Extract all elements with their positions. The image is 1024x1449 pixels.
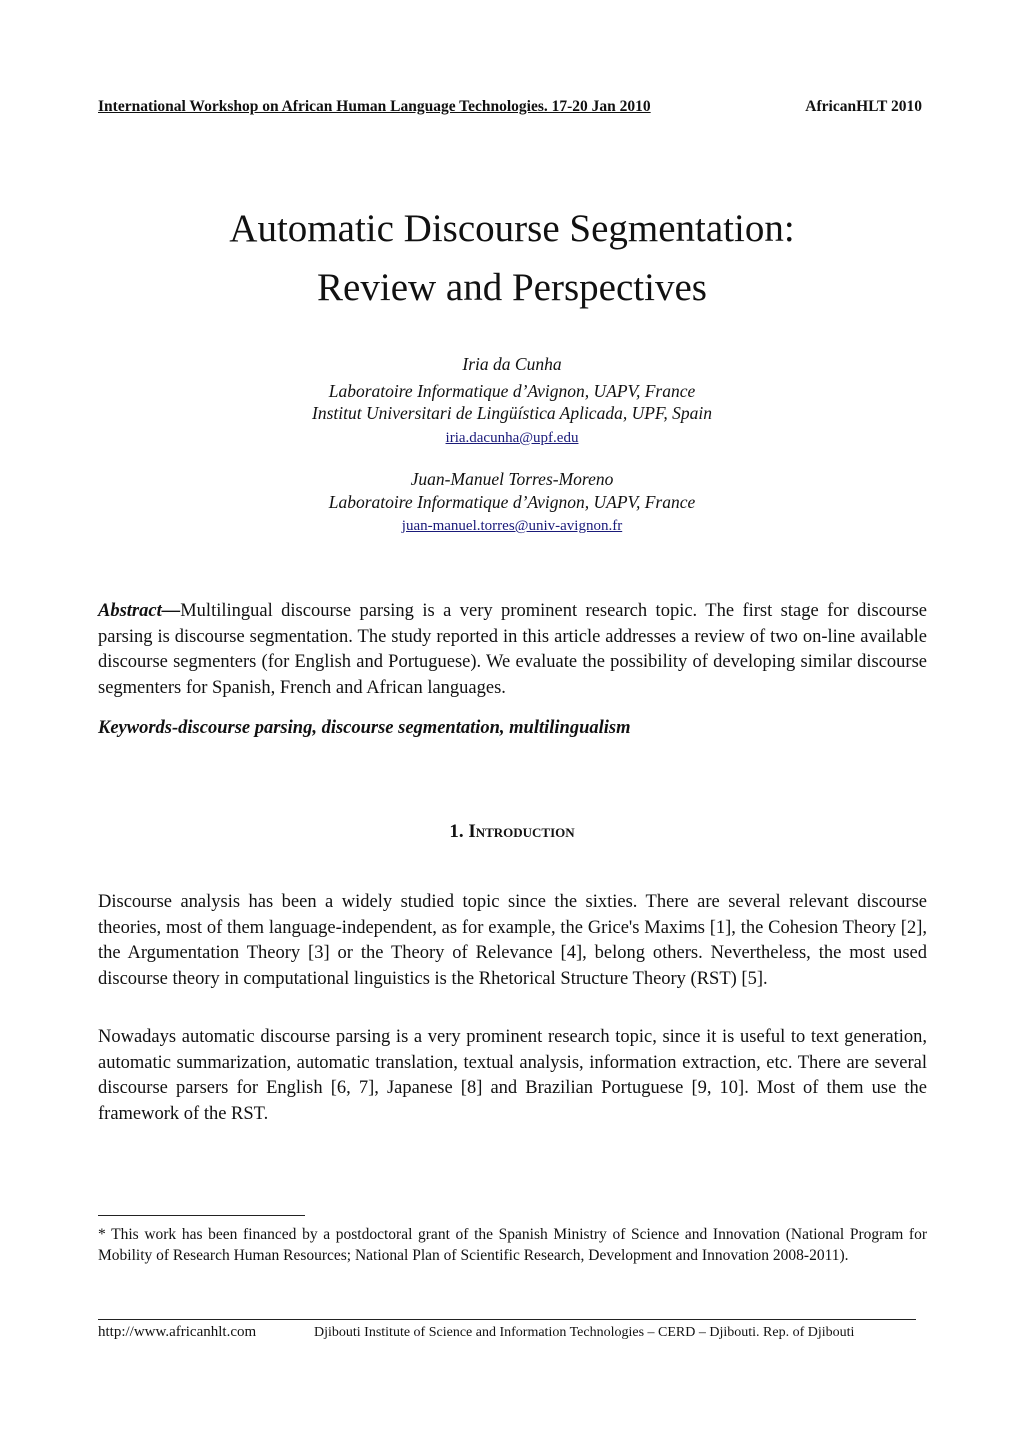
footer-institution: Djibouti Institute of Science and Information Technologies – CERD – Djibouti. Rep. of Djibouti [314, 1325, 855, 1340]
footnote-divider [98, 1215, 305, 1216]
footer-divider [98, 1319, 916, 1320]
author-name: Juan-Manuel Torres-Moreno [410, 469, 614, 489]
header-workshop: International Workshop on African Human Language Technologies. 17-20 Jan 2010 [98, 98, 651, 115]
abstract-lead: Abstract— [98, 601, 181, 621]
keywords: Keywords-discourse parsing, discourse segmentation, multilingualism [98, 718, 631, 738]
author-name: Iria da Cunha [462, 354, 562, 374]
paper-title-line-2: Review and Perspectives [317, 266, 707, 309]
footer-url-link[interactable]: http://www.africanhlt.com [98, 1324, 257, 1340]
section-heading: 1. Introduction [449, 821, 575, 842]
footnote: * This work has been financed by a postdoctoral grant of the Spanish Ministry of Science and Innovation (National Program for Mobility of Research Human Resources; National Plan of Scientific Research, Development and Innovation 2008-2011). [98, 1226, 927, 1264]
abstract-text: Multilingual discourse parsing is a very prominent research topic. The first stage for discourse parsing is discourse segmentation. The study reported in this article addresses a review of two on-line available discourse segmenters (for English and Portuguese). We evaluate the possibility of developing similar discourse segmenters for Spanish, French and African languages. [98, 601, 927, 698]
paragraph: Nowadays automatic discourse parsing is a very prominent research topic, since it is useful to text generation, automatic summarization, automatic translation, textual analysis, information extraction, etc. There are several discourse parsers for English [6, 7], Japanese [8] and Brazilian Portuguese [9, 10]. Most of them use the framework of the RST. [98, 1027, 927, 1124]
running-header [98, 98, 922, 116]
author-affiliation: Laboratoire Informatique d’Avignon, UAPV, France [328, 491, 696, 512]
paper-title-line-1: Automatic Discourse Segmentation: [229, 207, 795, 250]
author-block-2 [0, 468, 1024, 538]
author-email-link[interactable]: juan-manuel.torres@univ-avignon.fr [401, 518, 623, 534]
author-email-link[interactable]: iria.dacunha@upf.edu [445, 429, 579, 446]
header-conference: AfricanHLT 2010 [805, 98, 922, 115]
author-block-1 [0, 353, 1024, 449]
author-affiliation: Laboratoire Informatique d’Avignon, UAPV, France [328, 380, 696, 401]
author-affiliation: Institut Universitari de Lingüística Aplicada, UPF, Spain [312, 403, 712, 423]
paragraph: Discourse analysis has been a widely studied topic since the sixties. There are several relevant discourse theories, most of them language-independent, as for example, the Grice's Maxims [1], the Cohesion Theory [2], the Argumentation Theory [3] or the Theory of Relevance [4], belong others. Nevertheless, the most used discourse theory in computational linguistics is the Rhetorical Structure Theory (RST) [5]. [98, 892, 927, 989]
abstract [98, 599, 927, 701]
